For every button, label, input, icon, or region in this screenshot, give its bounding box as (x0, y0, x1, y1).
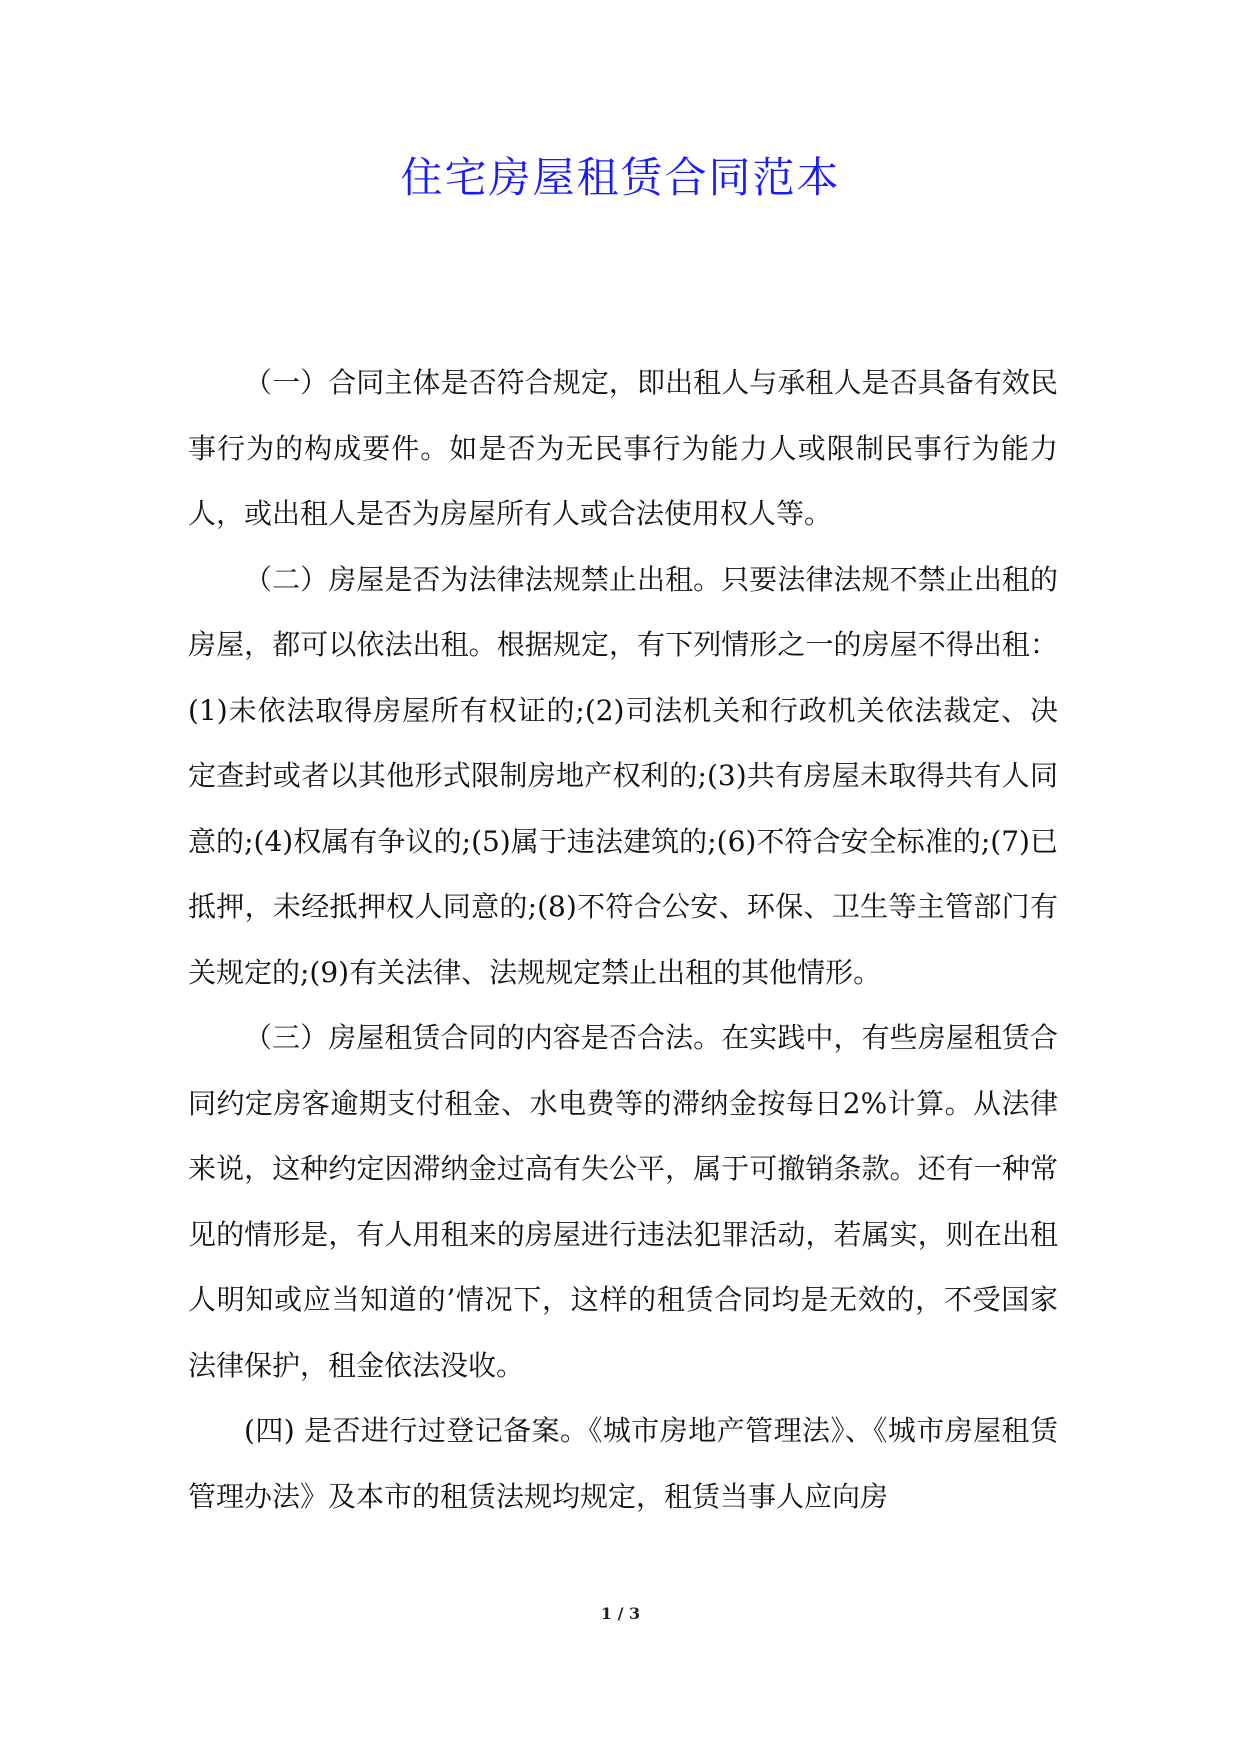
page-number: 1 / 3 (600, 1604, 641, 1623)
document-body (188, 350, 1058, 1529)
paragraph-4: (四) 是否进行过登记备案。《城市房地产管理法》、《城市房屋租赁管理办法》及本市的租赁法规均规定，租赁当事人应向房 (188, 1414, 1058, 1513)
paragraph-2: （二）房屋是否为法律法规禁止出租。只要法律法规不禁止出租的房屋，都可以依法出租。根据规定，有下列情形之一的房屋不得出租：(1)未依法取得房屋所有权证的;(2)司法机关和行政机关依法裁定、决定查封或者以其他形式限制房地产权利的;(3)共有房屋未取得共有人同意的;(4)权属有争议的;(5)属于违法建筑的;(6)不符合安全标准的;(7)已抵押，未经抵押权人同意的;(8)不符合公安、环保、卫生等主管部门有关规定的;(9)有关法律、法规规定禁止出租的其他情形。 (188, 562, 1058, 989)
paragraph-3: （三）房屋租赁合同的内容是否合法。在实践中，有些房屋租赁合同约定房客逾期支付租金、水电费等的滞纳金按每日2%计算。从法律来说，这种约定因滞纳金过高有失公平，属于可撤销条款。还有一种常见的情形是，有人用租来的房屋进行违法犯罪活动，若属实，则在出租人明知或应当知道的’情况下，这样的租赁合同均是无效的，不受国家法律保护，租金依法没收。 (188, 1021, 1058, 1382)
document-title: 住宅房屋租赁合同范本 (400, 153, 841, 202)
paragraph-1: （一）合同主体是否符合规定，即出租人与承租人是否具备有效民事行为的构成要件。如是否为无民事行为能力人或限制民事行为能力人，或出租人是否为房屋所有人或合法使用权人等。 (188, 366, 1058, 530)
